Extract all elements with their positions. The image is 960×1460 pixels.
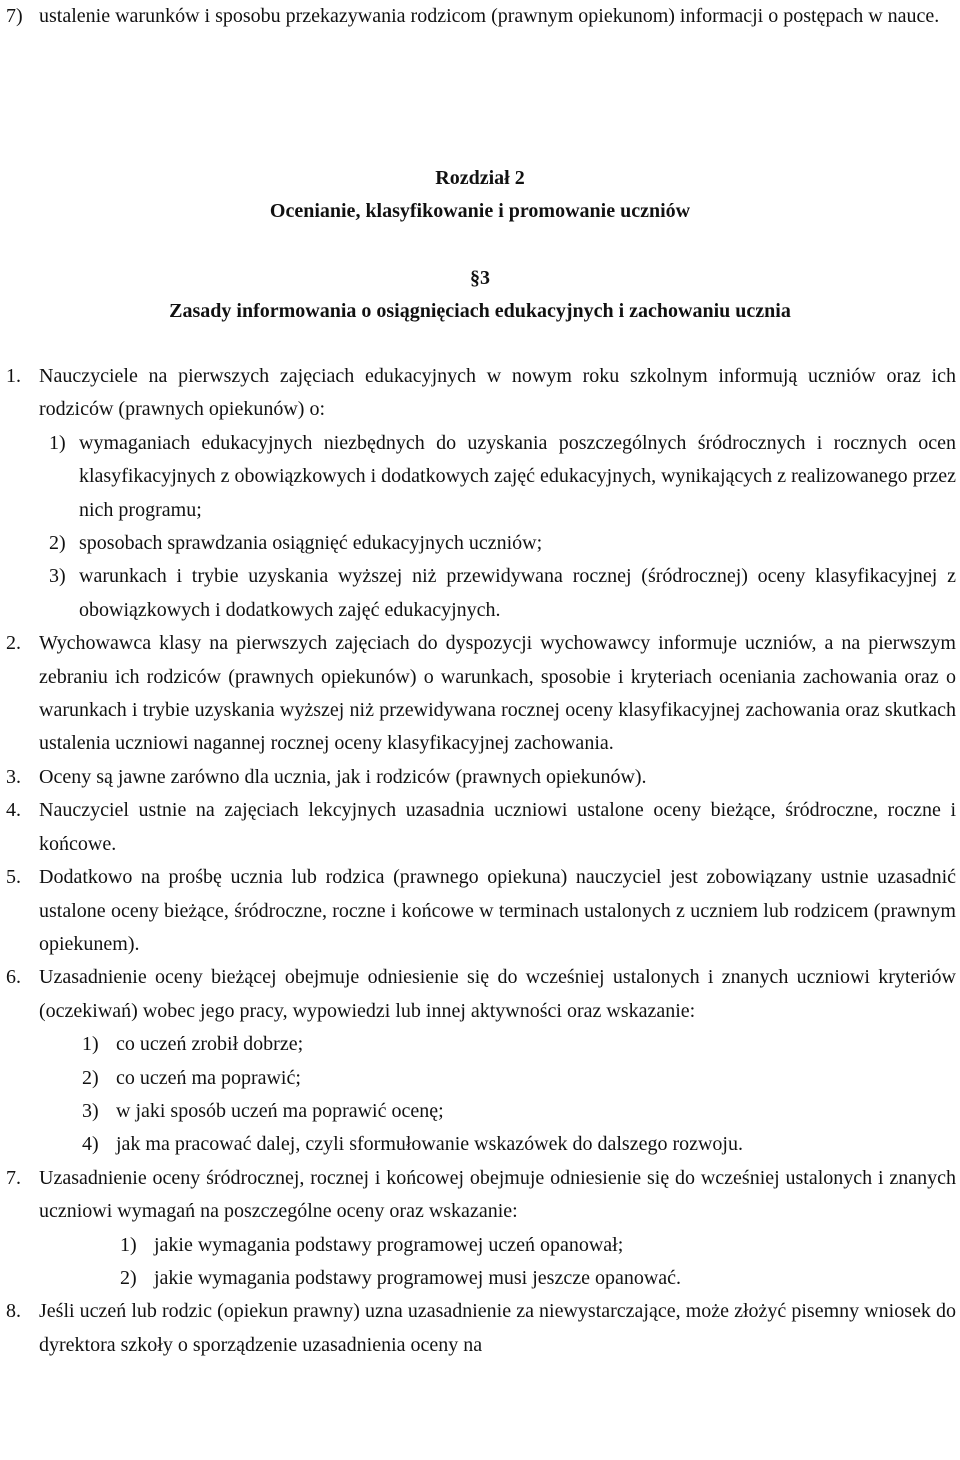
- document-body: [6, 360, 956, 1362]
- sub-item: [6, 1229, 956, 1262]
- item-text: Uzasadnienie oceny śródrocznej, rocznej i końcowej obejmuje odniesienie się do wcześniej ustalonych i znanych uczniowi wymagań na poszczególne oceny oraz wskazanie:: [39, 1166, 956, 1223]
- sub-item: [6, 1095, 956, 1128]
- sub-item-text: jakie wymagania podstawy programowej musi jeszcze opanować.: [154, 1266, 682, 1289]
- sub-item-text: jakie wymagania podstawy programowej uczeń opanował;: [154, 1233, 624, 1256]
- sub-item-text: co uczeń zrobił dobrze;: [116, 1033, 304, 1056]
- chapter-title: Rozdział 2: [435, 167, 525, 189]
- item-number: 7.: [6, 1166, 21, 1189]
- sub-item-number: 2): [120, 1266, 137, 1289]
- sub-item: [6, 427, 956, 527]
- chapter-subtitle: Ocenianie, klasyfikowanie i promowanie uczniów: [269, 200, 691, 222]
- sub-item-text: w jaki sposób uczeń ma poprawić ocenę;: [116, 1099, 444, 1122]
- sub-item-text: sposobach sprawdzania osiągnięć edukacyjnych uczniów;: [79, 532, 543, 555]
- section-title: Zasady informowania o osiągnięciach edukacyjnych i zachowaniu ucznia: [169, 300, 791, 322]
- sub-item: [6, 1028, 956, 1061]
- item-text: ustalenie warunków i sposobu przekazywania rodzicom (prawnym opiekunom) informacji o postępach w nauce.: [39, 5, 940, 27]
- item-number: 6.: [6, 966, 21, 989]
- sub-item: [6, 527, 956, 560]
- sub-item-number: 3): [49, 565, 66, 588]
- item-text: Dodatkowo na prośbę ucznia lub rodzica (prawnego opiekuna) nauczyciel jest zobowiązany ustnie uzasadnić ustalone oceny bieżące, śródroczne, roczne i końcowe w terminach ustalonych z uczniem lub rodzicem (prawnym opiekunem).: [39, 866, 956, 955]
- sub-item-text: co uczeń ma poprawić;: [116, 1066, 301, 1089]
- list-item: [6, 961, 956, 1028]
- item-number: 4.: [6, 799, 21, 822]
- sub-item-number: 1): [49, 431, 66, 454]
- list-item-7: [6, 0, 950, 33]
- item-text: Wychowawca klasy na pierwszych zajęciach do dyspozycji wychowawcy informuje uczniów, a na pierwszym zebraniu ich rodziców (prawnych opiekunów) o warunkach, sposobie i kryteriach oceniania zachowania oraz o warunkach i trybie uzyskania wyższej niż przewidywana rocznej oceny klasyfikacyjnej zachowania oraz skutkach ustalenia uczniowi nagannej rocznej oceny klasyfikacyjnej zachowania.: [39, 632, 956, 755]
- sub-item-text: wymaganiach edukacyjnych niezbędnych do uzyskania poszczególnych śródrocznych i rocznych ocen klasyfikacyjnych z obowiązkowych i dodatkowych zajęć edukacyjnych, wynikających z realizowanego przez nich programu;: [79, 431, 956, 521]
- item-number: 1.: [6, 365, 21, 387]
- list-item: [6, 1295, 956, 1362]
- item-number: 7): [6, 5, 23, 27]
- sub-item: [6, 560, 956, 627]
- sub-item-text: jak ma pracować dalej, czyli sformułowanie wskazówek do dalszego rozwoju.: [116, 1133, 743, 1156]
- item-number: 8.: [6, 1300, 21, 1323]
- sub-item-number: 2): [82, 1066, 99, 1089]
- list-item: [6, 1162, 956, 1229]
- section-number: §3: [470, 267, 490, 289]
- sub-item-number: 3): [82, 1099, 99, 1122]
- sub-item-number: 2): [49, 532, 66, 555]
- list-item: [6, 761, 956, 794]
- sub-item-text: warunkach i trybie uzyskania wyższej niż przewidywana rocznej (śródrocznej) oceny klasyfikacyjnej z obowiązkowych i dodatkowych zajęć edukacyjnych.: [79, 565, 956, 621]
- item-text: Uzasadnienie oceny bieżącej obejmuje odniesienie się do wcześniej ustalonych i znanych uczniowi kryteriów (oczekiwań) wobec jego pracy, wypowiedzi lub innej aktywności oraz wskazanie:: [39, 966, 956, 1022]
- sub-item: [6, 1262, 956, 1295]
- list-item: [6, 627, 956, 761]
- item-text: Oceny są jawne zarówno dla ucznia, jak i rodziców (prawnych opiekunów).: [39, 765, 647, 788]
- item-number: 3.: [6, 765, 21, 788]
- item-number: 5.: [6, 866, 21, 889]
- list-item: [6, 360, 956, 427]
- item-text: Nauczyciel ustnie na zajęciach lekcyjnych uzasadnia uczniowi ustalone oceny bieżące, śródroczne, roczne i końcowe.: [39, 799, 956, 855]
- sub-item-number: 1): [120, 1233, 137, 1256]
- item-text: Jeśli uczeń lub rodzic (opiekun prawny) uzna uzasadnienie za niewystarczające, może złożyć pisemny wniosek do dyrektora szkoły o sporządzenie uzasadnienia oceny na: [39, 1300, 956, 1356]
- list-item: [6, 794, 956, 861]
- sub-item-number: 4): [82, 1133, 99, 1156]
- sub-item: [6, 1062, 956, 1095]
- sub-item: [6, 1128, 956, 1161]
- item-text: Nauczyciele na pierwszych zajęciach edukacyjnych w nowym roku szkolnym informują uczniów oraz ich rodziców (prawnych opiekunów) o:: [39, 365, 956, 421]
- list-item: [6, 861, 956, 961]
- item-number: 2.: [6, 632, 21, 655]
- sub-item-number: 1): [82, 1033, 99, 1056]
